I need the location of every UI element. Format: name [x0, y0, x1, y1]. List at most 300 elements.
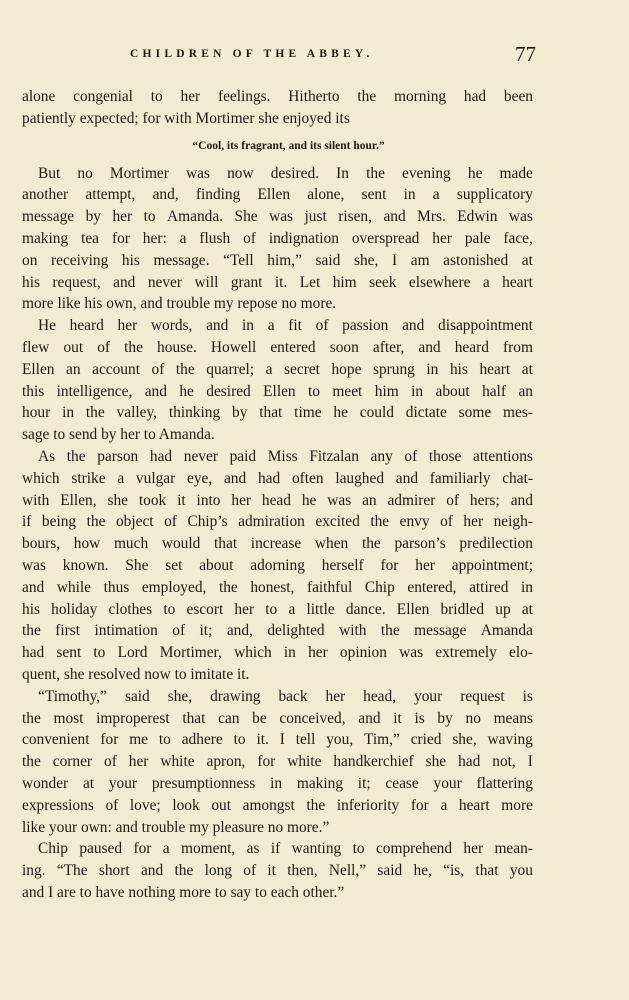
word: in: [520, 578, 533, 596]
word: in: [283, 644, 296, 662]
word: and: [223, 469, 247, 487]
word: convenient: [22, 731, 90, 749]
word: any: [370, 447, 393, 465]
word: intelligence,: [56, 382, 133, 400]
word: was: [327, 491, 352, 509]
text-line: [22, 402, 533, 424]
text-line: [22, 555, 533, 577]
word: little: [306, 600, 335, 618]
word: attentions: [473, 447, 533, 465]
word: for: [257, 753, 276, 771]
word: and: [510, 491, 533, 509]
word: Ellen: [263, 382, 296, 400]
word: making: [296, 774, 344, 792]
word: love;: [129, 796, 161, 814]
word: Miss: [267, 447, 298, 465]
body-text: [22, 86, 533, 904]
word: Ellen,: [60, 491, 97, 509]
word: bridled: [440, 600, 485, 618]
text-line: [22, 773, 533, 795]
word: message: [22, 208, 75, 226]
epigraph-quote: “Cool, its fragrant, and its silent hour.”: [192, 139, 385, 152]
word: Amanda: [480, 622, 533, 640]
word: it;: [357, 774, 371, 792]
word: him: [332, 273, 357, 291]
text-line: [22, 751, 533, 773]
word: you,: [326, 731, 354, 749]
word: on: [22, 251, 38, 269]
word: hers;: [469, 491, 500, 509]
word: waving: [487, 731, 533, 749]
word: the: [175, 360, 195, 378]
word: flattering: [476, 774, 533, 792]
word: a: [117, 469, 125, 487]
word: the: [22, 622, 41, 640]
word: morning: [393, 88, 447, 105]
word: flew: [22, 338, 50, 356]
word: herself: [321, 556, 364, 574]
word: out: [211, 796, 231, 814]
word: known.: [62, 556, 109, 574]
word: set: [165, 556, 183, 574]
word: holiday: [51, 600, 98, 618]
word: of: [243, 229, 256, 247]
word: admirer: [387, 491, 436, 509]
word: his: [449, 360, 468, 378]
text-line: [22, 163, 533, 185]
word: those: [428, 447, 462, 465]
text-line: [22, 729, 533, 751]
word: how: [73, 535, 101, 553]
word: she: [107, 491, 128, 509]
word: she,: [452, 731, 477, 749]
word: seek: [369, 273, 397, 291]
word: amongst: [242, 796, 295, 814]
word: Ellen: [22, 360, 55, 378]
word: an: [362, 491, 377, 509]
word: heard: [69, 317, 104, 335]
word: some: [458, 404, 492, 422]
text-line: [22, 228, 533, 250]
word: of: [97, 338, 111, 356]
word: her: [463, 840, 484, 858]
word: mean-: [494, 840, 533, 858]
word: if: [22, 513, 32, 531]
word: to: [308, 382, 321, 400]
word: first: [55, 622, 81, 640]
word: employed,: [141, 578, 207, 596]
word: to: [143, 208, 156, 226]
text-line: [22, 468, 533, 490]
word: your: [414, 687, 443, 705]
word: Mortimer,: [159, 644, 222, 662]
word: and: [383, 208, 406, 226]
text-line: [22, 184, 533, 206]
word: parson’s: [394, 535, 446, 553]
word: I: [391, 251, 398, 269]
text-line: like your own: and trouble my pleasure no more.”: [22, 818, 330, 836]
word: words,: [150, 317, 193, 335]
text-line: sage to send by her to Amanda.: [22, 426, 215, 444]
word: wonder: [22, 774, 69, 792]
word: honest,: [250, 578, 295, 596]
word: alone,: [307, 186, 345, 204]
word: her: [415, 556, 435, 574]
word: cried: [410, 731, 442, 749]
text-line: [22, 359, 533, 381]
word: adhere: [181, 731, 223, 749]
word: then,: [287, 862, 318, 880]
word: back: [278, 687, 308, 705]
word: the: [370, 513, 390, 531]
word: if: [270, 840, 281, 858]
text-line: patiently expected; for with Mortimer she enjoyed its: [22, 109, 350, 127]
word: moment,: [180, 840, 236, 858]
word: comprehend: [375, 840, 453, 858]
word: the: [380, 622, 400, 640]
word: your: [108, 774, 138, 792]
word: her: [234, 600, 255, 618]
word: extremely: [435, 644, 497, 662]
word: eye,: [187, 469, 213, 487]
word: her:: [142, 229, 167, 247]
text-line: and I are to have nothing more to say to each other.”: [22, 883, 345, 901]
word: and: [22, 578, 45, 596]
text-line: [22, 686, 533, 708]
word: a: [440, 796, 448, 814]
word: a: [179, 229, 187, 247]
word: disappointment: [438, 317, 533, 335]
word: sent: [56, 644, 82, 662]
word: valley,: [116, 404, 157, 422]
word: into: [196, 491, 221, 509]
word: object: [115, 513, 154, 531]
word: most: [53, 709, 84, 727]
word: for: [133, 840, 152, 858]
word: her: [180, 88, 201, 105]
word: at: [521, 360, 533, 378]
word: message: [414, 622, 467, 640]
word: was: [269, 208, 294, 226]
running-title: CHILDREN OF THE ABBEY.: [130, 48, 374, 60]
text-line: [22, 381, 533, 403]
word: corner: [52, 753, 93, 771]
word: by: [85, 208, 101, 226]
word: the: [218, 578, 238, 596]
word: had: [463, 88, 487, 105]
word: hour: [22, 404, 51, 422]
word: him: [374, 382, 399, 400]
word: took: [138, 491, 167, 509]
word: made: [499, 164, 533, 182]
word: of: [446, 491, 460, 509]
word: ing.: [22, 862, 46, 880]
word: the: [22, 709, 41, 727]
word: it.: [274, 273, 288, 291]
text-line: [22, 250, 533, 272]
word: it: [267, 862, 276, 880]
word: be: [252, 709, 267, 727]
word: “Timothy,”: [38, 687, 107, 705]
word: “is,: [443, 862, 465, 880]
text-line: [22, 337, 533, 359]
word: half: [482, 382, 507, 400]
word: a: [482, 273, 490, 291]
word: while: [56, 578, 92, 596]
word: soon: [329, 338, 359, 356]
word: was: [186, 164, 210, 182]
word: thinking: [168, 404, 221, 422]
word: which: [234, 644, 272, 662]
word: bours,: [22, 535, 61, 553]
word: improperest: [96, 709, 170, 727]
word: quarrel;: [206, 360, 255, 378]
word: apron,: [206, 753, 246, 771]
word: envy: [399, 513, 430, 531]
word: had: [458, 753, 481, 771]
word: hope: [331, 360, 362, 378]
word: he: [179, 382, 194, 400]
word: no: [465, 709, 481, 727]
word: desired: [206, 382, 251, 400]
word: an: [66, 360, 81, 378]
word: and,: [152, 186, 179, 204]
text-line: [22, 838, 533, 860]
word: She: [234, 208, 258, 226]
word: sent: [361, 186, 387, 204]
word: up: [495, 600, 511, 618]
word: request: [460, 687, 505, 705]
word: had: [257, 469, 281, 487]
word: Chip: [364, 578, 395, 596]
word: of: [172, 622, 186, 640]
word: could: [359, 404, 394, 422]
word: said: [124, 687, 150, 705]
word: that: [475, 862, 499, 880]
word: indignation: [268, 229, 339, 247]
word: finding: [195, 186, 241, 204]
word: was: [508, 208, 533, 226]
word: laughed: [335, 469, 385, 487]
word: increase: [250, 535, 302, 553]
word: house.: [157, 338, 197, 356]
word: intimation: [94, 622, 158, 640]
word: and: [418, 338, 441, 356]
word: means: [493, 709, 533, 727]
word: handkerchief: [333, 753, 414, 771]
word: from: [503, 338, 533, 356]
word: in: [242, 317, 254, 335]
word: clothes: [108, 600, 153, 618]
word: entered: [270, 338, 316, 356]
word: tell: [295, 731, 316, 749]
word: evening: [402, 164, 451, 182]
word: after,: [372, 338, 405, 356]
word: that: [182, 709, 206, 727]
word: feelings.: [217, 88, 271, 105]
word: paid: [229, 447, 257, 465]
text-line: [22, 315, 533, 337]
word: elsewhere: [408, 273, 471, 291]
word: appointment;: [451, 556, 533, 574]
word: in: [411, 382, 424, 400]
word: it: [177, 491, 186, 509]
word: will: [194, 273, 219, 291]
word: head: [261, 491, 291, 509]
word: “The: [56, 862, 88, 880]
word: an: [518, 382, 533, 400]
word: pale: [464, 229, 491, 247]
word: her: [128, 753, 149, 771]
word: account: [92, 360, 140, 378]
word: the: [361, 535, 381, 553]
word: for: [410, 796, 429, 814]
word: that: [259, 404, 283, 422]
word: message.: [153, 251, 210, 269]
word: a: [432, 186, 440, 204]
word: her: [117, 317, 138, 335]
word: head,: [363, 687, 397, 705]
word: flush: [199, 229, 231, 247]
word: the: [22, 753, 41, 771]
word: never: [183, 447, 218, 465]
text-line: [22, 860, 533, 882]
word: as: [246, 840, 260, 858]
word: your: [433, 774, 462, 792]
word: not,: [492, 753, 516, 771]
word: a: [265, 360, 273, 378]
word: mes-: [503, 404, 533, 422]
text-line: [22, 708, 533, 730]
word: in: [403, 186, 416, 204]
word: white: [160, 753, 195, 771]
word: he: [467, 164, 483, 182]
word: the: [86, 513, 106, 531]
word: you: [509, 862, 533, 880]
word: at: [521, 600, 533, 618]
word: to: [265, 600, 278, 618]
word: often: [291, 469, 324, 487]
text-line: [22, 533, 533, 555]
word: Chip: [38, 840, 68, 858]
text-line: [22, 272, 533, 294]
word: “Tell: [223, 251, 254, 269]
word: more: [501, 796, 533, 814]
word: paused: [79, 840, 123, 858]
word: her: [432, 229, 452, 247]
word: chat-: [502, 469, 533, 487]
word: the: [357, 88, 377, 105]
word: the: [306, 796, 326, 814]
word: escort: [186, 600, 224, 618]
word: desired.: [270, 164, 320, 182]
word: her: [325, 687, 346, 705]
word: of: [105, 796, 119, 814]
word: Lord: [117, 644, 148, 662]
word: a: [162, 840, 170, 858]
word: of: [243, 862, 257, 880]
word: familiarly: [429, 469, 491, 487]
word: attempt,: [85, 186, 136, 204]
word: out: [63, 338, 84, 356]
word: admiration: [238, 513, 305, 531]
word: Tim,”: [364, 731, 400, 749]
word: to: [163, 600, 176, 618]
word: his: [22, 273, 40, 291]
word: and: [144, 382, 167, 400]
word: As: [38, 447, 56, 465]
word: by: [232, 404, 248, 422]
word: grant: [230, 273, 263, 291]
word: Mortimer: [109, 164, 169, 182]
word: meet: [332, 382, 363, 400]
word: is: [414, 709, 425, 727]
text-line: [22, 490, 533, 512]
word: I: [279, 731, 285, 749]
word: and: [140, 862, 164, 880]
word: predilection: [459, 535, 533, 553]
word: to: [158, 731, 171, 749]
word: Howell: [210, 338, 257, 356]
word: delighted: [267, 622, 325, 640]
word: long: [204, 862, 232, 880]
word: by: [437, 709, 453, 727]
word: Nell,”: [328, 862, 367, 880]
word: secret: [284, 360, 320, 378]
word: opinion: [339, 644, 387, 662]
word: dictate: [405, 404, 447, 422]
word: entered,: [407, 578, 457, 596]
word: tea: [81, 229, 100, 247]
word: in: [426, 360, 439, 378]
word: she,: [353, 251, 379, 269]
word: conceived,: [279, 709, 346, 727]
word: I: [527, 753, 533, 771]
word: said: [315, 251, 341, 269]
word: which: [22, 469, 60, 487]
word: at: [82, 774, 95, 792]
word: expressions: [22, 796, 94, 814]
text-line: [22, 446, 533, 468]
word: request,: [52, 273, 101, 291]
word: with: [339, 622, 367, 640]
word: said: [377, 862, 403, 880]
page-number: 77: [515, 42, 536, 66]
word: the: [174, 862, 194, 880]
text-line: [22, 795, 533, 817]
word: to: [352, 840, 365, 858]
word: sprung: [372, 360, 415, 378]
text-line: quent, she resolved now to imitate it.: [22, 665, 250, 683]
word: risen,: [338, 208, 372, 226]
word: astonished: [443, 251, 509, 269]
word: strike: [71, 469, 106, 487]
word: about: [435, 382, 470, 400]
word: would: [161, 535, 201, 553]
word: now: [227, 164, 254, 182]
word: can: [218, 709, 240, 727]
word: am: [410, 251, 430, 269]
word: excited: [315, 513, 360, 531]
word: it;: [199, 622, 213, 640]
word: alone: [22, 88, 56, 105]
word: of: [151, 360, 165, 378]
word: wanting: [291, 840, 342, 858]
word: Edwin: [457, 208, 498, 226]
word: his: [121, 251, 140, 269]
word: to: [233, 731, 246, 749]
word: is: [522, 687, 533, 705]
